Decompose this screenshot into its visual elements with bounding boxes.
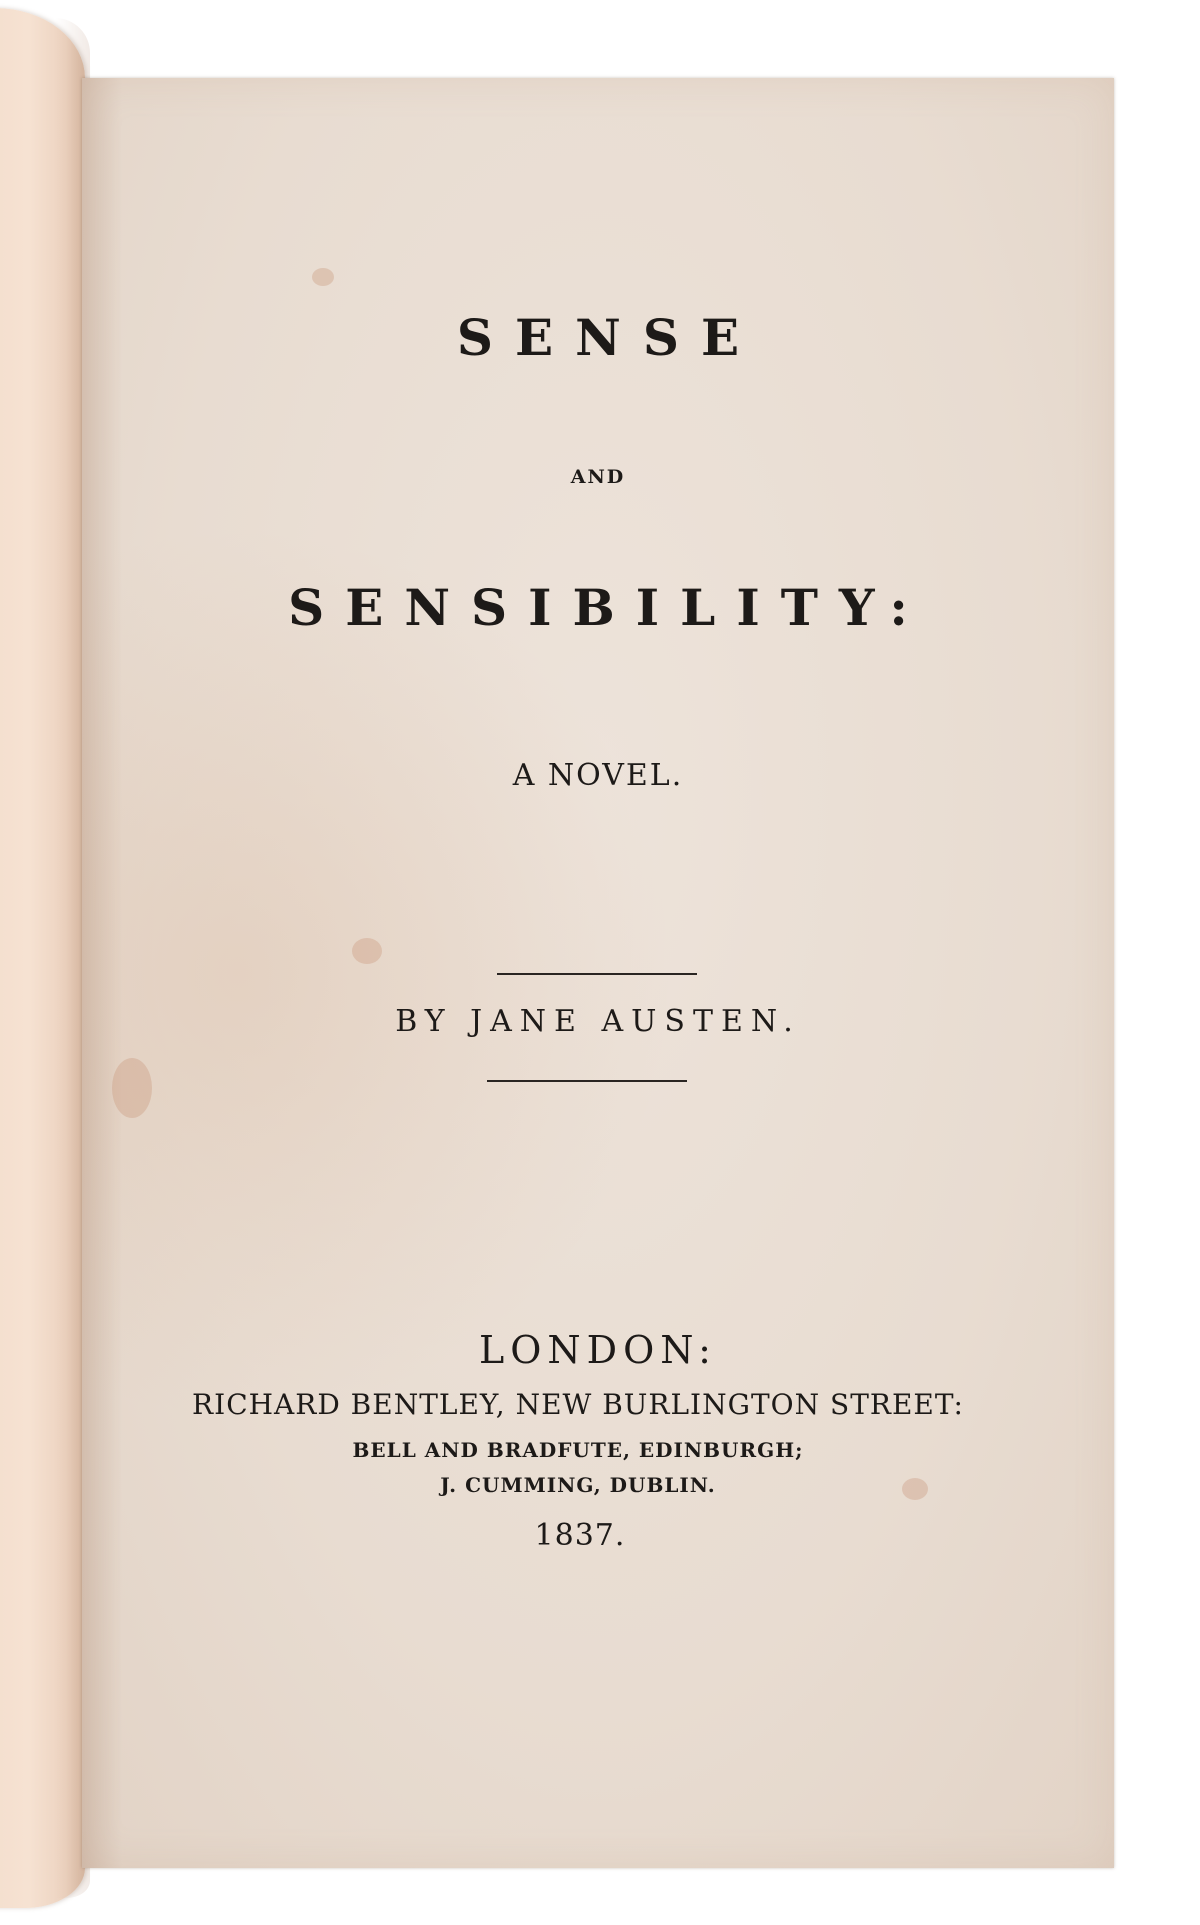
foxing-spot: [312, 268, 334, 286]
subtitle: A NOVEL.: [512, 758, 684, 793]
divider-rule-top: [497, 973, 697, 975]
title-conjunction: AND: [570, 466, 626, 488]
imprint-edinburgh: BELL AND BRADFUTE, EDINBURGH;: [352, 1438, 804, 1462]
author-line: BY JANE AUSTEN.: [395, 1004, 801, 1039]
foxing-spot: [112, 1058, 152, 1118]
imprint-city: LONDON:: [479, 1328, 717, 1372]
imprint-dublin: J. CUMMING, DUBLIN.: [440, 1473, 716, 1497]
title-line-2: SENSIBILITY:: [288, 578, 929, 637]
foxing-spot: [352, 938, 382, 964]
title-page: [82, 78, 1114, 1868]
imprint-publisher: RICHARD BENTLEY, NEW BURLINGTON STREET:: [192, 1388, 964, 1421]
title-line-1: SENSE: [456, 308, 762, 367]
divider-rule-bottom: [487, 1080, 687, 1082]
imprint-year: 1837.: [534, 1518, 626, 1553]
